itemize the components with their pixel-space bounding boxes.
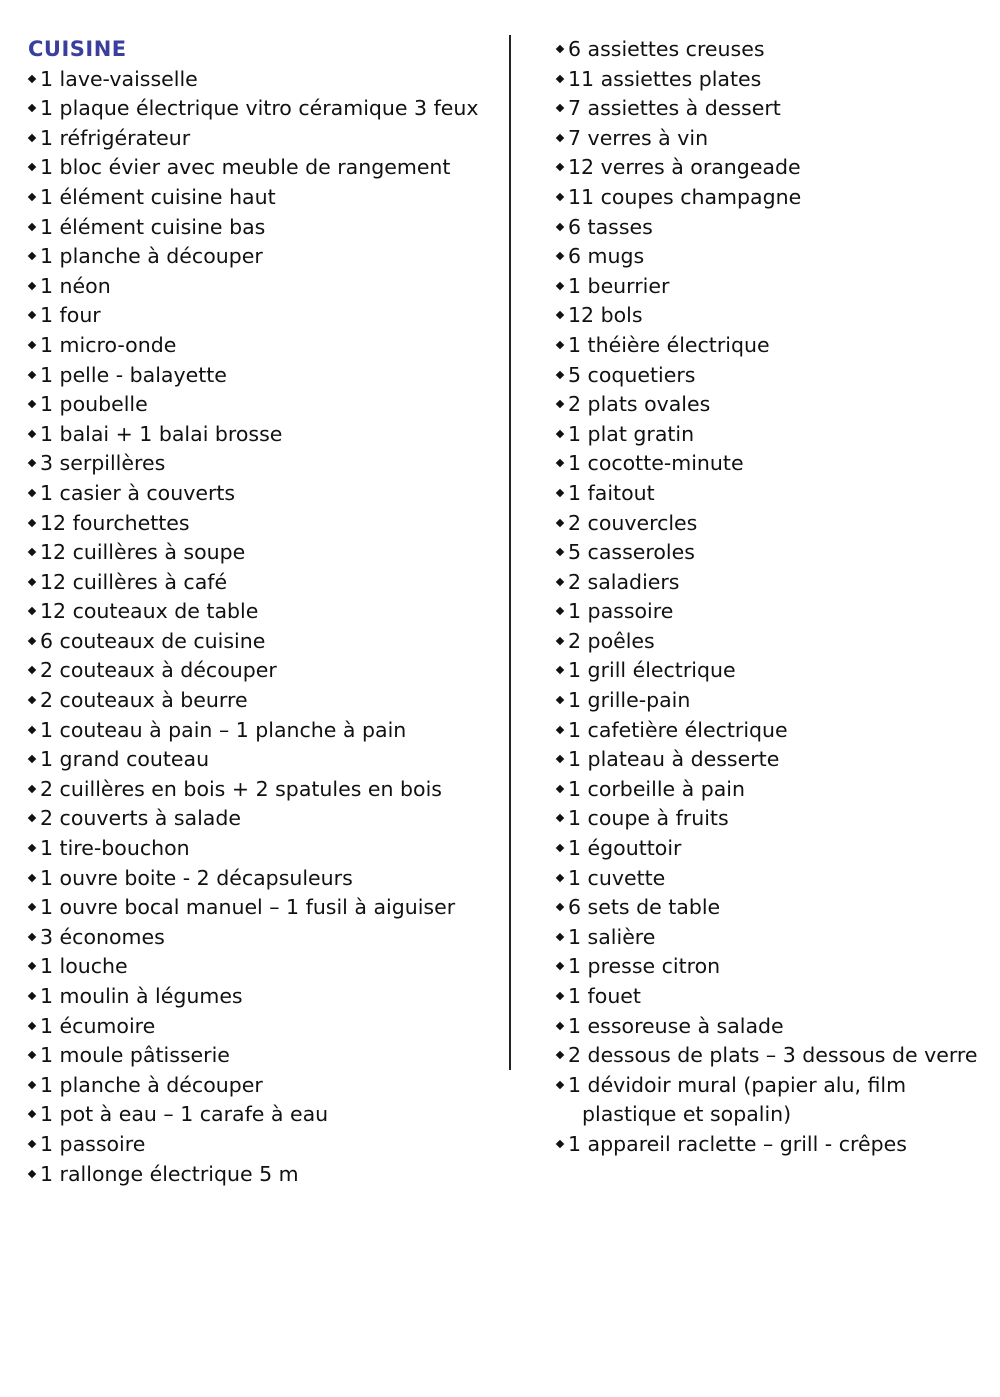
list-item [28,538,498,568]
list-item [28,834,498,864]
diamond-bullet-icon [556,725,564,733]
list-item [28,716,498,746]
list-item [28,952,498,982]
diamond-bullet-icon [28,1081,36,1089]
list-item-text: 11 assiettes plates [568,66,762,91]
list-item [556,35,986,65]
diamond-bullet-icon [28,429,36,437]
list-item [556,183,986,213]
list-item [556,597,986,627]
list-item [28,301,498,331]
diamond-bullet-icon [556,429,564,437]
diamond-bullet-icon [556,933,564,941]
diamond-bullet-icon [28,1140,36,1148]
list-item [556,656,986,686]
diamond-bullet-icon [556,134,564,142]
diamond-bullet-icon [28,814,36,822]
list-item-text: 1 cocotte-minute [568,451,744,476]
list-item [28,745,498,775]
list-item [28,893,498,923]
list-item [28,864,498,894]
list-item-text: 6 couteaux de cuisine [40,628,266,653]
list-item-text: 2 couverts à salade [40,806,241,831]
diamond-bullet-icon [28,548,36,556]
list-item-text: 1 presse citron [568,954,721,979]
list-item [556,213,986,243]
list-item [28,449,498,479]
list-item-text: 12 bols [568,303,643,328]
list-item [28,1130,498,1160]
list-item [556,775,986,805]
list-item [556,745,986,775]
list-item [28,686,498,716]
section-heading: CUISINE [28,37,127,61]
list-item-text: 12 cuillères à soupe [40,540,246,565]
list-item [556,242,986,272]
list-item [556,94,986,124]
list-item-text: 7 assiettes à dessert [568,96,781,121]
list-item-text: 1 rallonge électrique 5 m [40,1161,299,1186]
list-item-text: 3 économes [40,924,165,949]
diamond-bullet-icon [28,785,36,793]
diamond-bullet-icon [556,282,564,290]
diamond-bullet-icon [556,518,564,526]
list-item-text: 2 couvercles [568,510,698,535]
diamond-bullet-icon [28,725,36,733]
list-item [28,1071,498,1101]
list-item-text: 5 casseroles [568,540,695,565]
diamond-bullet-icon [556,104,564,112]
diamond-bullet-icon [28,518,36,526]
list-item [28,656,498,686]
list-item [28,94,498,124]
diamond-bullet-icon [28,74,36,82]
list-item [556,449,986,479]
list-item-text: 2 couteaux à découper [40,658,277,683]
list-item-text: 12 verres à orangeade [568,155,801,180]
list-item [556,361,986,391]
list-item-text: 1 ouvre boite - 2 décapsuleurs [40,865,353,890]
list-item [556,331,986,361]
list-item-text: 1 pot à eau – 1 carafe à eau [40,1102,329,1127]
list-item [28,331,498,361]
diamond-bullet-icon [28,1021,36,1029]
list-item [556,686,986,716]
diamond-bullet-icon [556,1021,564,1029]
right-column [556,35,986,1160]
list-item-text: 2 dessous de plats – 3 dessous de verre [568,1043,978,1068]
left-column [28,35,498,1189]
diamond-bullet-icon [556,74,564,82]
list-item [556,390,986,420]
list-item-text: 1 faitout [568,480,655,505]
list-item [28,568,498,598]
list-item [28,1041,498,1071]
list-item-text: 1 grand couteau [40,747,210,772]
diamond-bullet-icon [28,1110,36,1118]
list-item-text: 1 lave-vaisselle [40,66,198,91]
list-item [28,65,498,95]
list-item-text: 1 tire-bouchon [40,836,190,861]
diamond-bullet-icon [556,607,564,615]
list-item [556,420,986,450]
list-item-text: 1 corbeille à pain [568,776,745,801]
list-item-text: 1 grille-pain [568,688,691,713]
list-item-text: 1 passoire [40,1131,146,1156]
diamond-bullet-icon [556,222,564,230]
list-item [28,982,498,1012]
diamond-bullet-icon [556,163,564,171]
diamond-bullet-icon [28,459,36,467]
diamond-bullet-icon [28,992,36,1000]
list-item [556,982,986,1012]
list-item [556,272,986,302]
diamond-bullet-icon [556,903,564,911]
list-item [556,864,986,894]
list-item-text: 2 couteaux à beurre [40,688,248,713]
diamond-bullet-icon [28,666,36,674]
list-item [28,509,498,539]
list-item [28,597,498,627]
list-item [28,1160,498,1190]
list-item-text: 6 mugs [568,244,645,269]
list-item [28,804,498,834]
diamond-bullet-icon [28,1169,36,1177]
diamond-bullet-icon [556,1081,564,1089]
list-item-text: 1 balai + 1 balai brosse [40,421,283,446]
list-item [556,301,986,331]
diamond-bullet-icon [28,1051,36,1059]
list-item-text: 12 fourchettes [40,510,190,535]
list-item [28,627,498,657]
list-item [28,242,498,272]
list-item [556,479,986,509]
list-item-text: 1 ouvre bocal manuel – 1 fusil à aiguiser [40,895,456,920]
diamond-bullet-icon [28,637,36,645]
list-item [28,153,498,183]
list-item-text: 1 appareil raclette – grill - crêpes [568,1131,907,1156]
list-item [556,1012,986,1042]
list-item-text: 1 élément cuisine bas [40,214,266,239]
list-item-text: 1 essoreuse à salade [568,1013,784,1038]
diamond-bullet-icon [556,1140,564,1148]
list-item [556,1071,986,1130]
list-item-text: 1 casier à couverts [40,480,236,505]
list-item-text: 2 cuillères en bois + 2 spatules en bois [40,776,442,801]
list-item-text: 12 cuillères à café [40,569,228,594]
diamond-bullet-icon [28,193,36,201]
diamond-bullet-icon [556,459,564,467]
diamond-bullet-icon [28,607,36,615]
list-item-text: 1 dévidoir mural (papier alu, film plastique et sopalin) [568,1072,907,1127]
diamond-bullet-icon [556,370,564,378]
diamond-bullet-icon [556,548,564,556]
list-item-text: 1 plat gratin [568,421,695,446]
list-item-text: 1 égouttoir [568,836,682,861]
list-item [28,272,498,302]
diamond-bullet-icon [556,1051,564,1059]
list-item [556,538,986,568]
diamond-bullet-icon [556,755,564,763]
diamond-bullet-icon [28,134,36,142]
diamond-bullet-icon [28,163,36,171]
diamond-bullet-icon [556,814,564,822]
list-item-text: 3 serpillères [40,451,166,476]
diamond-bullet-icon [556,785,564,793]
diamond-bullet-icon [28,104,36,112]
list-item-text: 6 assiettes creuses [568,37,765,61]
list-item-text: 1 moule pâtisserie [40,1043,230,1068]
diamond-bullet-icon [28,903,36,911]
list-item [556,716,986,746]
diamond-bullet-icon [556,873,564,881]
list-item [28,183,498,213]
list-item [28,479,498,509]
diamond-bullet-icon [556,962,564,970]
list-item-text: 1 planche à découper [40,1072,263,1097]
diamond-bullet-icon [28,489,36,497]
list-item-text: 12 couteaux de table [40,599,259,624]
list-item-text: 11 coupes champagne [568,184,802,209]
diamond-bullet-icon [556,577,564,585]
list-item [28,213,498,243]
list-item [28,923,498,953]
diamond-bullet-icon [556,844,564,852]
diamond-bullet-icon [28,933,36,941]
diamond-bullet-icon [556,992,564,1000]
diamond-bullet-icon [556,666,564,674]
list-item-text: 1 fouet [568,984,641,1008]
list-item-text: 1 louche [40,954,128,979]
diamond-bullet-icon [556,489,564,497]
list-item-text: 1 réfrigérateur [40,125,191,150]
list-item-text: 1 écumoire [40,1013,156,1038]
list-item-text: 1 plaque électrique vitro céramique 3 feux [40,96,479,121]
list-item-text: 1 plateau à desserte [568,747,780,772]
diamond-bullet-icon [28,311,36,319]
list-item [556,923,986,953]
list-item [556,568,986,598]
list-item-text: 1 cafetière électrique [568,717,788,742]
diamond-bullet-icon [28,252,36,260]
list-item-text: 1 grill électrique [568,658,736,683]
diamond-bullet-icon [556,252,564,260]
list-item-text: 1 beurrier [568,273,670,298]
list-item [556,804,986,834]
list-item-text: 2 plats ovales [568,392,711,417]
list-item [556,153,986,183]
list-item-text: 2 saladiers [568,569,680,594]
list-item-text: 1 passoire [568,599,674,624]
list-item [556,124,986,154]
diamond-bullet-icon [28,873,36,881]
list-item-text: 1 salière [568,924,656,949]
list-item [556,1130,986,1160]
list-item [28,1012,498,1042]
diamond-bullet-icon [28,755,36,763]
list-item-text: 1 micro-onde [40,332,177,357]
list-item-text: 1 pelle - balayette [40,362,227,387]
list-item-text: 5 coquetiers [568,362,696,387]
list-item-text: 6 tasses [568,214,653,239]
diamond-bullet-icon [556,193,564,201]
diamond-bullet-icon [556,637,564,645]
list-item [556,834,986,864]
list-item [28,1100,498,1130]
list-item [556,627,986,657]
list-item [28,390,498,420]
diamond-bullet-icon [28,222,36,230]
list-item [556,893,986,923]
diamond-bullet-icon [28,341,36,349]
list-item-text: 1 théière électrique [568,332,770,357]
list-item [28,361,498,391]
diamond-bullet-icon [28,844,36,852]
list-item-text: 1 couteau à pain – 1 planche à pain [40,717,407,742]
list-item [28,124,498,154]
list-item-text: 7 verres à vin [568,125,709,150]
list-item-text: 2 poêles [568,628,655,653]
list-item [556,1041,986,1071]
list-item-text: 1 four [40,303,101,328]
diamond-bullet-icon [28,962,36,970]
list-item-text: 1 moulin à légumes [40,984,243,1008]
list-item-text: 1 cuvette [568,865,666,890]
diamond-bullet-icon [556,696,564,704]
list-item-text: 1 planche à découper [40,244,263,269]
list-item [556,509,986,539]
diamond-bullet-icon [28,370,36,378]
diamond-bullet-icon [28,400,36,408]
diamond-bullet-icon [556,400,564,408]
diamond-bullet-icon [28,696,36,704]
list-item-text: 1 néon [40,273,111,298]
list-item-text: 1 élément cuisine haut [40,184,276,209]
list-item-text: 1 coupe à fruits [568,806,729,831]
diamond-bullet-icon [556,45,564,53]
list-item [28,775,498,805]
diamond-bullet-icon [556,341,564,349]
list-item [28,420,498,450]
list-item-text: 1 bloc évier avec meuble de rangement [40,155,451,180]
diamond-bullet-icon [556,311,564,319]
list-item-text: 6 sets de table [568,895,721,920]
list-item [556,952,986,982]
diamond-bullet-icon [28,577,36,585]
diamond-bullet-icon [28,282,36,290]
column-divider [509,35,511,1070]
list-item-text: 1 poubelle [40,392,148,417]
list-item [556,65,986,95]
